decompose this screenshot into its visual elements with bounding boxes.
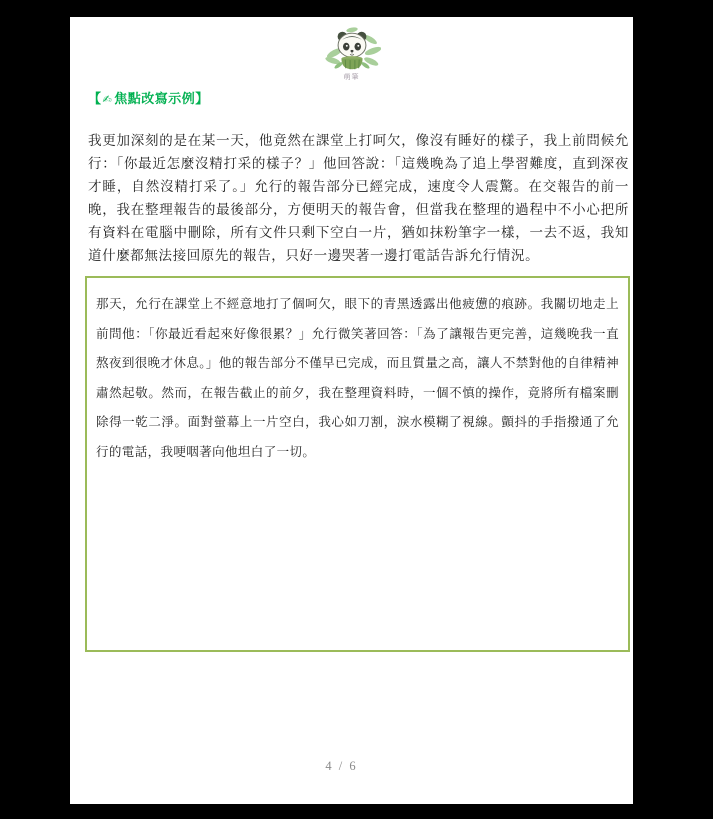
rewrite-example-text: 那天，允行在課堂上不經意地打了個呵欠，眼下的青黑透露出他疲憊的痕跡。我關切地走上前問他：「你最近看起來好像很累？」允行微笑著回答：「為了讓報告更完善，這幾晚我一直熬夜到很晚才休息。」他的報告部分不僅早已完成，而且質量之高，讓人不禁對他的自律精神肅然起敬。然而，在報告截止的前夕，我在整理資料時，一個不慎的操作，竟將所有檔案刪除得一乾二淨。面對螢幕上一片空白，我心如刀割，淚水模糊了視線。顫抖的手指撥通了允行的電話，我哽咽著向他坦白了一切。 <box>96 297 619 459</box>
section-heading <box>88 88 209 107</box>
panda-logo-icon <box>323 26 381 74</box>
page-number: 4 / 6 <box>325 759 358 773</box>
body-paragraph: 我更加深刻的是在某一天，他竟然在課堂上打呵欠，像沒有睡好的樣子，我上前問候允行：「你最近怎麼沒精打采的樣子？」他回答說：「這幾晚為了追上學習難度，直到深夜才睡，自然沒精打采了。」允行的報告部分已經完成，速度令人震驚。在交報告的前一晚，我在整理報告的最後部分，方便明天的報告會，但當我在整理的過程中不小心把所有資料在電腦中刪除，所有文件只剩下空白一片，猶如抹粉筆字一樣，一去不返，我知道什麼都無法接回原先的報告，只好一邊哭著一邊打電話告訴允行情況。 <box>88 133 629 263</box>
writing-hand-icon: ✍ <box>102 94 113 106</box>
logo-caption: 萌筆 <box>343 74 360 81</box>
rewrite-example-box <box>85 276 630 652</box>
heading-bracket-close: 】 <box>195 91 209 106</box>
heading-label: 焦點改寫示例 <box>114 91 196 106</box>
heading-bracket-open: 【 <box>88 91 102 106</box>
document-paper <box>70 17 633 804</box>
panda-logo <box>312 26 392 82</box>
